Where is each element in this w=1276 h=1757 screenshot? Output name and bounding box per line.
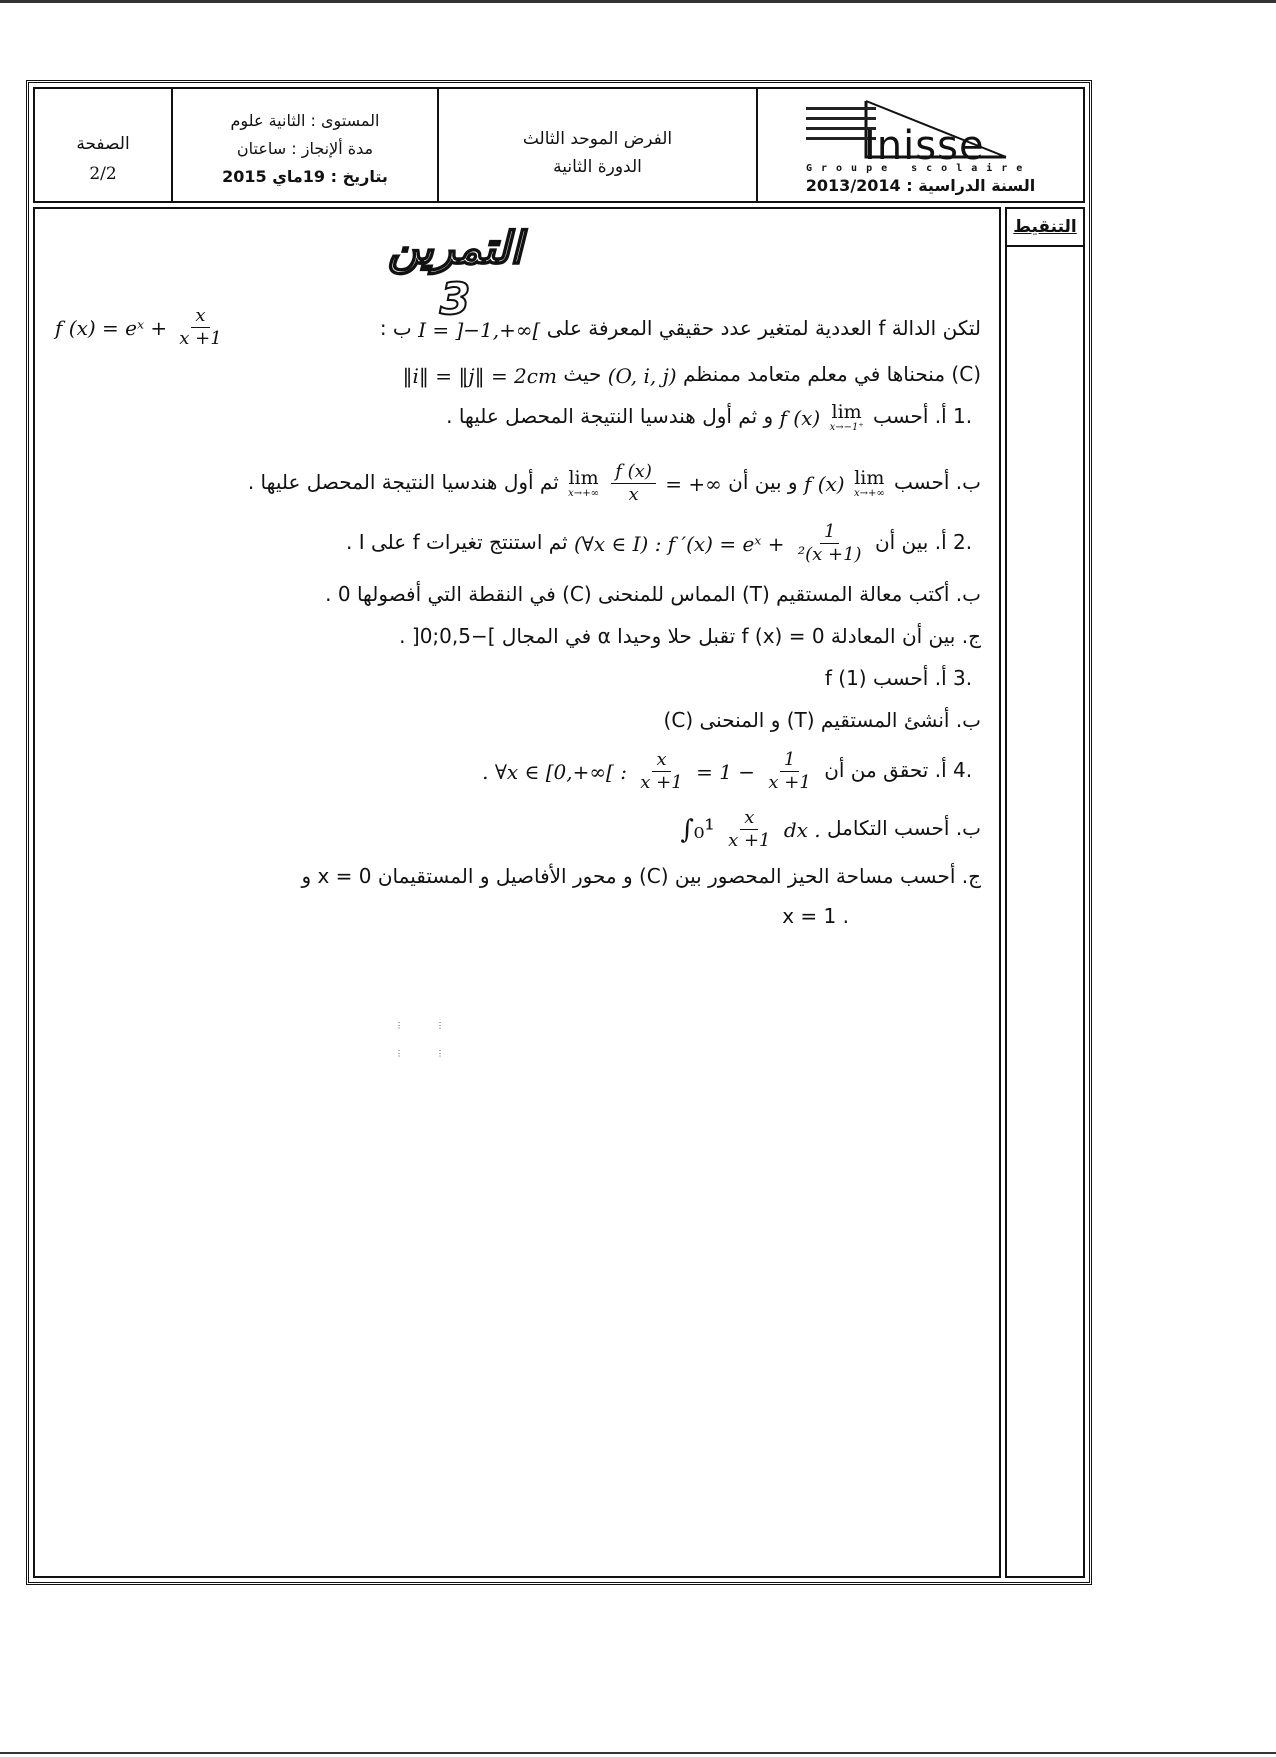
- q1-number: 1.: [953, 404, 973, 428]
- date-text: بتاريخ : 19ماي 2015: [222, 167, 388, 186]
- q2-a-rest: ثم استنتج تغيرات f على I .: [346, 530, 568, 554]
- q1-b-lim-sub-1: x→+∞: [853, 487, 885, 499]
- q4-a-label: أ. تحقق من أن: [824, 758, 947, 782]
- q4-a: [55, 749, 981, 794]
- q2-a-label: أ. بين أن: [874, 530, 947, 554]
- f-definition: [55, 305, 229, 350]
- norm: ‖i‖ = ‖j‖ = 2cm: [402, 363, 557, 388]
- q4-b-integral: ∫₀¹: [680, 814, 715, 845]
- q4-a-fraction-2: [764, 749, 814, 794]
- q2-number: 2.: [953, 530, 973, 554]
- q1-a-lim-sub: x→−1⁺: [829, 421, 864, 433]
- q4-a-fraction-1: [636, 749, 686, 794]
- scan-noise-2: ⋮ ⋮: [395, 1049, 445, 1058]
- q4-a-f2-num: 1: [780, 749, 799, 772]
- q1-a-limit: [830, 402, 864, 434]
- interval-I: I = ]−1,+∞[: [418, 317, 541, 342]
- exam-sheet: [26, 80, 1092, 1585]
- q4-c-line-1: ج. أحسب مساحة الحيز المحصور بين (C) و محور الأفاصيل و المستقيمان x = 0 و: [301, 864, 981, 888]
- intro-line-2: [55, 359, 981, 391]
- q1-a-label: أ. أحسب: [872, 404, 947, 428]
- q1-b-frac-num: f (x): [611, 461, 656, 484]
- session-text: الدورة الثانية: [553, 157, 642, 177]
- q2-a-frac-den: (x +1)²: [797, 544, 862, 565]
- q4-b-dx: dx .: [783, 817, 821, 842]
- q3-number: 3.: [953, 666, 973, 690]
- q1-b-expr: f (x): [803, 471, 845, 496]
- f-def-num: x: [191, 305, 209, 328]
- q1-a-rest: و ثم أول هندسيا النتيجة المحصل عليها .: [446, 404, 774, 428]
- title-cell: [437, 89, 756, 201]
- logo-cell: [756, 89, 1083, 201]
- grading-label: التنقيط: [1007, 209, 1083, 247]
- q2-a-fraction: [794, 521, 866, 566]
- curve-text: (C) منحناها في معلم متعامد ممنظم: [682, 362, 981, 386]
- f-def-fraction: [175, 305, 225, 350]
- exam-header: [33, 87, 1085, 203]
- lim-word: lim: [854, 466, 885, 489]
- school-logo: [806, 97, 1046, 174]
- scan-noise: ⋮ ⋮: [395, 1021, 445, 1030]
- lim-word: lim: [568, 466, 599, 489]
- q4-b-den: x +1: [728, 830, 771, 851]
- q1-b-lim-sub-2: x→+∞: [568, 487, 599, 499]
- q1-b-and: و بين أن: [728, 470, 798, 494]
- where-text: حيث: [563, 362, 602, 386]
- q1-b-rest: ثم أول هندسيا النتيجة المحصل عليها .: [247, 470, 559, 494]
- q2-a-frac-num: 1: [820, 521, 839, 544]
- school-year: السنة الدراسية : 2013/2014: [805, 176, 1036, 195]
- page-value: 2/2: [89, 164, 117, 184]
- intro-by: ب :: [379, 316, 412, 340]
- f-def-lhs: f (x) = eˣ +: [55, 315, 168, 340]
- q2-a: [55, 521, 981, 566]
- grading-column: [1005, 207, 1085, 1578]
- q1-b: [55, 461, 981, 506]
- page-label: الصفحة: [76, 134, 130, 154]
- q4-b-label: ب. أحسب التكامل: [827, 816, 981, 840]
- exercise-title: التمرين 3: [387, 223, 523, 325]
- q1-b-frac-den: x: [628, 484, 639, 505]
- q4-a-mid: = 1 −: [696, 759, 756, 784]
- q4-number: 4.: [953, 758, 973, 782]
- q4-b-num: x: [740, 807, 758, 830]
- q4-a-domain: . ∀x ∈ [0,+∞[ :: [482, 759, 627, 784]
- q1-b-eq: = +∞: [665, 471, 722, 496]
- q2-b: ب. أكتب معالة المستقيم (T) المماس للمنحنى (C) في النقطة التي أفصولها 0 .: [325, 582, 981, 606]
- q4-a-f2-den: x +1: [768, 772, 811, 793]
- logo-group-text: Groupe scolaire: [806, 163, 1032, 174]
- intro-text: لتكن الدالة f العددية لمتغير عدد حقيقي المعرفة على: [546, 316, 981, 340]
- exercise-content: [33, 207, 1001, 1578]
- q3-a: [55, 663, 981, 693]
- f-def-den: x +1: [179, 328, 222, 349]
- q1-b-limit-1: [854, 468, 885, 500]
- q3-a-text: أ. أحسب f (1): [824, 666, 947, 690]
- q2-a-lhs: (∀x ∈ I) : f ′(x) = eˣ +: [573, 531, 785, 556]
- q1-a: [55, 401, 981, 434]
- q4-a-f1-num: x: [652, 749, 670, 772]
- scan-edge-top: [0, 0, 1276, 3]
- frame: (O, i, j): [607, 363, 677, 388]
- q4-b: [55, 807, 981, 852]
- q4-a-f1-den: x +1: [640, 772, 683, 793]
- q2-c: ج. بين أن المعادلة f (x) = 0 تقبل حلا وحيدا α في المجال ]−0,5;0[ .: [399, 624, 981, 648]
- duration-text: مدة ألإنجاز : ساعتان: [236, 139, 374, 158]
- q1-b-label: ب. أحسب: [894, 470, 981, 494]
- q1-a-expr: f (x): [779, 405, 821, 430]
- lim-word: lim: [831, 400, 862, 423]
- scan-edge-bottom: [0, 1752, 1276, 1754]
- q4-c-line-2: . x = 1: [782, 904, 849, 928]
- q1-b-fraction: [611, 461, 656, 506]
- q1-b-limit-2: [568, 468, 599, 500]
- q4-b-fraction: [724, 807, 774, 852]
- logo-name: Inisse: [864, 123, 985, 169]
- q3-b: ب. أنشئ المستقيم (T) و المنحنى (C): [663, 708, 981, 732]
- level-cell: [171, 89, 437, 201]
- level-text: المستوى : الثانية علوم: [230, 111, 380, 130]
- page-cell: [35, 89, 171, 201]
- exam-title: الفرض الموحد الثالث: [522, 129, 673, 149]
